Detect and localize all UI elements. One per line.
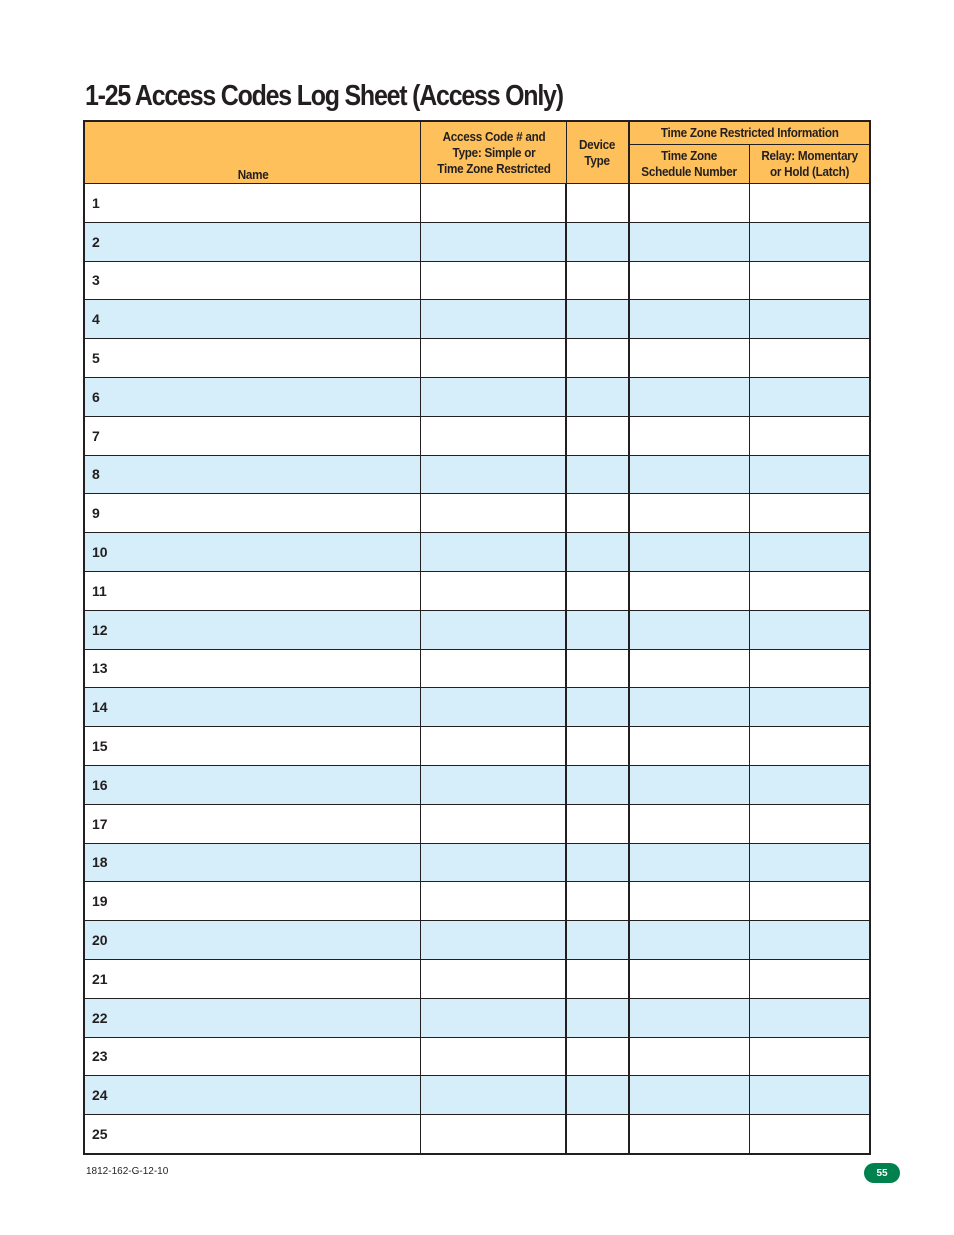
device-type-cell[interactable] [566, 1076, 629, 1115]
table-row [85, 921, 870, 960]
table-row [85, 533, 870, 572]
device-type-cell[interactable] [566, 571, 629, 610]
time-zone-schedule-cell[interactable] [629, 339, 749, 378]
time-zone-schedule-cell[interactable] [629, 494, 749, 533]
relay-cell[interactable] [749, 377, 869, 416]
access-code-cell[interactable] [421, 1076, 566, 1115]
time-zone-schedule-cell[interactable] [629, 300, 749, 339]
time-zone-schedule-cell[interactable] [629, 843, 749, 882]
device-type-cell[interactable] [566, 339, 629, 378]
relay-cell[interactable] [749, 184, 869, 223]
access-code-cell[interactable] [421, 533, 566, 572]
time-zone-schedule-cell[interactable] [629, 882, 749, 921]
access-codes-log-table [84, 121, 870, 1154]
access-code-cell[interactable] [421, 416, 566, 455]
row-number-name-cell[interactable]: 11 [85, 571, 421, 610]
time-zone-schedule-cell[interactable] [629, 610, 749, 649]
table-row [85, 1037, 870, 1076]
time-zone-schedule-cell[interactable] [629, 688, 749, 727]
table-row [85, 494, 870, 533]
time-zone-schedule-cell[interactable] [629, 533, 749, 572]
access-code-cell[interactable] [421, 610, 566, 649]
access-code-cell[interactable] [421, 184, 566, 223]
row-number-name-cell[interactable]: 16 [85, 765, 421, 804]
table-row [85, 765, 870, 804]
device-type-cell[interactable] [566, 649, 629, 688]
relay-cell[interactable] [749, 416, 869, 455]
device-type-cell[interactable] [566, 688, 629, 727]
device-type-cell[interactable] [566, 727, 629, 766]
row-number-name-cell[interactable]: 12 [85, 610, 421, 649]
table-row [85, 1115, 870, 1154]
access-code-cell[interactable] [421, 571, 566, 610]
time-zone-schedule-cell[interactable] [629, 377, 749, 416]
device-type-cell[interactable] [566, 921, 629, 960]
row-number-name-cell[interactable]: 1 [85, 184, 421, 223]
access-code-cell[interactable] [421, 727, 566, 766]
relay-cell[interactable] [749, 610, 869, 649]
device-type-cell[interactable] [566, 261, 629, 300]
row-number-name-cell[interactable]: 14 [85, 688, 421, 727]
row-number-name-cell[interactable]: 24 [85, 1076, 421, 1115]
row-number-name-cell[interactable]: 21 [85, 959, 421, 998]
table-row [85, 727, 870, 766]
relay-cell[interactable] [749, 300, 869, 339]
table-row [85, 843, 870, 882]
relay-cell[interactable] [749, 533, 869, 572]
table-row [85, 222, 870, 261]
row-number-name-cell[interactable]: 10 [85, 533, 421, 572]
column-header-device-type: Device Type [566, 122, 629, 184]
table-row [85, 261, 870, 300]
row-number-name-cell[interactable]: 22 [85, 998, 421, 1037]
row-number-name-cell[interactable]: 13 [85, 649, 421, 688]
relay-cell[interactable] [749, 1115, 869, 1154]
device-type-cell[interactable] [566, 494, 629, 533]
row-number-name-cell[interactable]: 17 [85, 804, 421, 843]
row-number-name-cell[interactable]: 5 [85, 339, 421, 378]
device-type-cell[interactable] [566, 804, 629, 843]
table-row [85, 804, 870, 843]
access-code-cell[interactable] [421, 1115, 566, 1154]
relay-cell[interactable] [749, 261, 869, 300]
table-row [85, 571, 870, 610]
device-type-cell[interactable] [566, 882, 629, 921]
relay-cell[interactable] [749, 339, 869, 378]
access-code-cell[interactable] [421, 882, 566, 921]
row-number-name-cell[interactable]: 20 [85, 921, 421, 960]
table-row [85, 455, 870, 494]
relay-cell[interactable] [749, 494, 869, 533]
row-number-name-cell[interactable]: 9 [85, 494, 421, 533]
access-code-cell[interactable] [421, 261, 566, 300]
relay-cell[interactable] [749, 765, 869, 804]
time-zone-schedule-cell[interactable] [629, 455, 749, 494]
relay-cell[interactable] [749, 571, 869, 610]
time-zone-schedule-cell[interactable] [629, 959, 749, 998]
time-zone-schedule-cell[interactable] [629, 727, 749, 766]
document-code: 1812-162-G-12-10 [86, 1166, 169, 1177]
time-zone-schedule-cell[interactable] [629, 222, 749, 261]
device-type-cell[interactable] [566, 610, 629, 649]
column-header-access-code: Access Code # and Type: Simple or Time Zone Restricted [421, 122, 566, 184]
access-code-cell[interactable] [421, 649, 566, 688]
page-number-badge: 55 [864, 1163, 900, 1183]
device-type-cell[interactable] [566, 843, 629, 882]
column-header-time-zone-schedule: Time Zone Schedule Number [629, 145, 749, 184]
relay-cell[interactable] [749, 222, 869, 261]
device-type-cell[interactable] [566, 184, 629, 223]
table-row [85, 416, 870, 455]
device-type-cell[interactable] [566, 765, 629, 804]
table-row [85, 1076, 870, 1115]
row-number-name-cell[interactable]: 23 [85, 1037, 421, 1076]
table-row [85, 688, 870, 727]
device-type-cell[interactable] [566, 998, 629, 1037]
relay-cell[interactable] [749, 843, 869, 882]
table-row [85, 610, 870, 649]
device-type-cell[interactable] [566, 1037, 629, 1076]
access-code-cell[interactable] [421, 494, 566, 533]
device-type-cell[interactable] [566, 222, 629, 261]
time-zone-schedule-cell[interactable] [629, 998, 749, 1037]
device-type-cell[interactable] [566, 959, 629, 998]
access-code-cell[interactable] [421, 339, 566, 378]
row-number-name-cell[interactable]: 18 [85, 843, 421, 882]
access-code-cell[interactable] [421, 843, 566, 882]
time-zone-schedule-cell[interactable] [629, 1076, 749, 1115]
device-type-cell[interactable] [566, 1115, 629, 1154]
device-type-cell[interactable] [566, 455, 629, 494]
relay-cell[interactable] [749, 688, 869, 727]
column-group-header-time-zone: Time Zone Restricted Information [629, 122, 869, 145]
log-table-body [85, 184, 870, 1154]
row-number-name-cell[interactable]: 15 [85, 727, 421, 766]
table-row [85, 882, 870, 921]
relay-cell[interactable] [749, 455, 869, 494]
row-number-name-cell[interactable]: 25 [85, 1115, 421, 1154]
table-row [85, 959, 870, 998]
relay-cell[interactable] [749, 959, 869, 998]
access-code-cell[interactable] [421, 765, 566, 804]
relay-cell[interactable] [749, 921, 869, 960]
relay-cell[interactable] [749, 882, 869, 921]
relay-cell[interactable] [749, 1037, 869, 1076]
time-zone-schedule-cell[interactable] [629, 765, 749, 804]
device-type-cell[interactable] [566, 533, 629, 572]
access-code-cell[interactable] [421, 998, 566, 1037]
time-zone-schedule-cell[interactable] [629, 184, 749, 223]
relay-cell[interactable] [749, 804, 869, 843]
time-zone-schedule-cell[interactable] [629, 1037, 749, 1076]
device-type-cell[interactable] [566, 300, 629, 339]
table-row [85, 649, 870, 688]
table-row [85, 998, 870, 1037]
time-zone-schedule-cell[interactable] [629, 261, 749, 300]
time-zone-schedule-cell[interactable] [629, 1115, 749, 1154]
row-number-name-cell[interactable]: 19 [85, 882, 421, 921]
row-number-name-cell[interactable]: 3 [85, 261, 421, 300]
row-number-name-cell[interactable]: 8 [85, 455, 421, 494]
time-zone-schedule-cell[interactable] [629, 571, 749, 610]
access-code-cell[interactable] [421, 300, 566, 339]
access-code-cell[interactable] [421, 1037, 566, 1076]
column-header-name: Name [85, 122, 421, 184]
row-number-name-cell[interactable]: 6 [85, 377, 421, 416]
table-row [85, 377, 870, 416]
row-number-name-cell[interactable]: 7 [85, 416, 421, 455]
relay-cell[interactable] [749, 649, 869, 688]
row-number-name-cell[interactable]: 2 [85, 222, 421, 261]
table-row [85, 339, 870, 378]
access-code-cell[interactable] [421, 804, 566, 843]
access-code-cell[interactable] [421, 455, 566, 494]
relay-cell[interactable] [749, 998, 869, 1037]
table-row [85, 300, 870, 339]
table-row [85, 184, 870, 223]
time-zone-schedule-cell[interactable] [629, 649, 749, 688]
access-code-cell[interactable] [421, 222, 566, 261]
relay-cell[interactable] [749, 727, 869, 766]
device-type-cell[interactable] [566, 416, 629, 455]
row-number-name-cell[interactable]: 4 [85, 300, 421, 339]
time-zone-schedule-cell[interactable] [629, 804, 749, 843]
page-title: 1-25 Access Codes Log Sheet (Access Only) [85, 80, 563, 112]
device-type-cell[interactable] [566, 377, 629, 416]
access-code-cell[interactable] [421, 959, 566, 998]
access-code-cell[interactable] [421, 688, 566, 727]
time-zone-schedule-cell[interactable] [629, 921, 749, 960]
column-header-relay: Relay: Momentary or Hold (Latch) [749, 145, 869, 184]
access-code-cell[interactable] [421, 921, 566, 960]
time-zone-schedule-cell[interactable] [629, 416, 749, 455]
relay-cell[interactable] [749, 1076, 869, 1115]
access-code-cell[interactable] [421, 377, 566, 416]
